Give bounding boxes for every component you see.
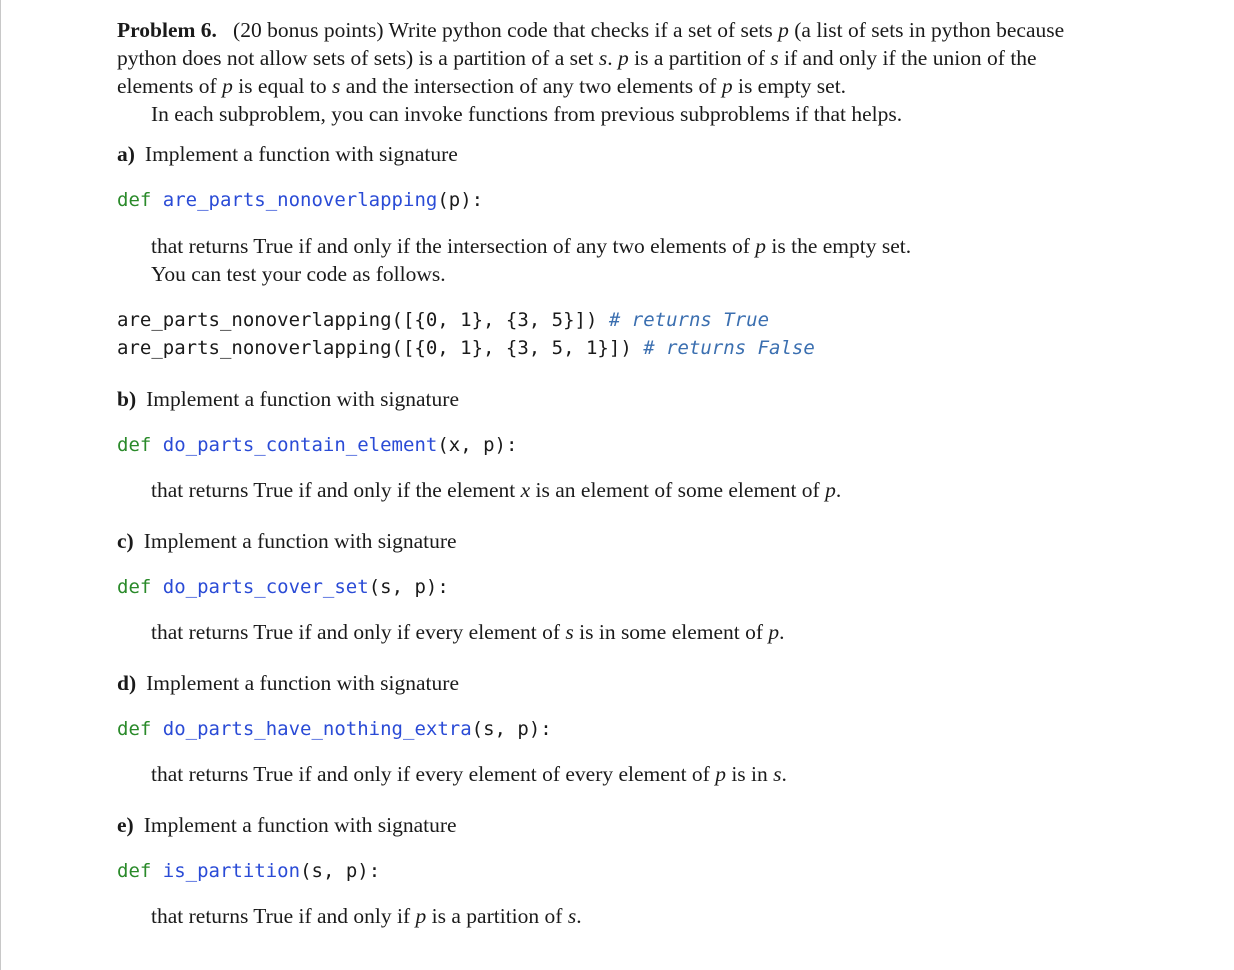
part-a-signature: def are_parts_nonoverlapping(p): (117, 189, 484, 211)
part-a-test-1: are_parts_nonoverlapping([{0, 1}, {3, 5}]) # returns True (117, 309, 770, 331)
part-d-description: that returns True if and only if every element of every element of p is in s. (151, 762, 787, 786)
problem-heading: Problem 6. (117, 18, 217, 42)
part-c-heading: c) Implement a function with signature (117, 529, 457, 553)
page-left-border (0, 0, 1, 970)
part-b-description: that returns True if and only if the element x is an element of some element of p. (151, 478, 842, 502)
part-c-description: that returns True if and only if every element of s is in some element of p. (151, 620, 785, 644)
problem-note: In each subproblem, you can invoke functions from previous subproblems if that helps. (151, 102, 903, 126)
part-b-heading: b) Implement a function with signature (117, 387, 459, 411)
part-a-test-note: You can test your code as follows. (151, 262, 446, 286)
part-b-signature: def do_parts_contain_element(x, p): (117, 434, 518, 456)
part-e-heading: e) Implement a function with signature (117, 813, 457, 837)
problem-document (117, 16, 1077, 930)
part-c-signature: def do_parts_cover_set(s, p): (117, 576, 449, 598)
part-d-signature: def do_parts_have_nothing_extra(s, p): (117, 718, 552, 740)
part-e-description: that returns True if and only if p is a partition of s. (151, 904, 582, 928)
part-a-description: that returns True if and only if the intersection of any two elements of p is the empty set. (151, 234, 912, 258)
part-a-heading: a) Implement a function with signature (117, 142, 458, 166)
problem-intro: Problem 6. (20 bonus points) Write python code that checks if a set of sets p (a list of sets in python because python does not allow sets of sets) is a partition of a set s. p is a partition of s if and only if the union of the elements of p is equal to s and the intersection of any two elements of p is empty set. (117, 18, 1065, 98)
part-d-heading: d) Implement a function with signature (117, 671, 459, 695)
part-e-signature: def is_partition(s, p): (117, 860, 381, 882)
part-a-test-2: are_parts_nonoverlapping([{0, 1}, {3, 5, 1}]) # returns False (117, 337, 815, 359)
